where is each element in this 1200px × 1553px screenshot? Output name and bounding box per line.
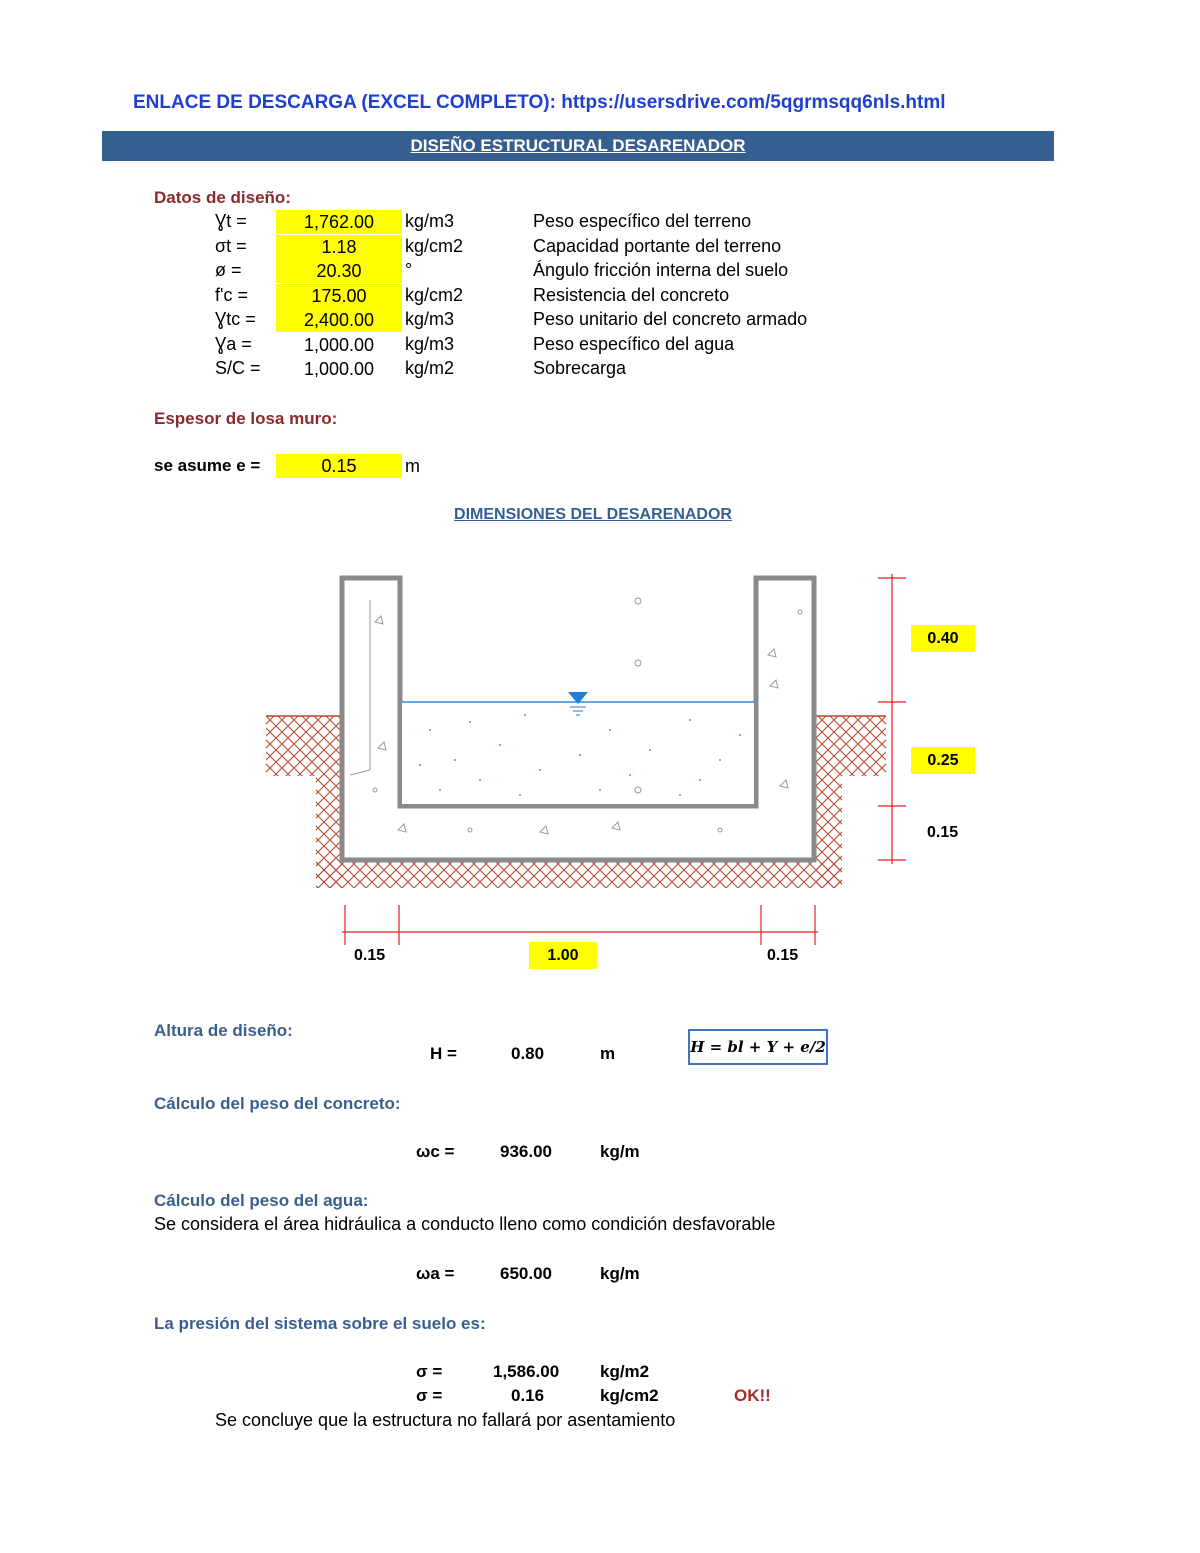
design-height-unit: m [600,1044,616,1063]
design-row-unit: kg/m3 [405,309,455,329]
slab-unit: m [405,456,420,476]
design-row-description: Sobrecarga [533,358,627,378]
concrete-weight-heading: Cálculo del peso del concreto: [154,1094,401,1113]
design-row-symbol: σt = [215,236,247,256]
design-row-description: Peso específico del agua [533,334,735,354]
desander-section-drawing [250,560,1010,980]
dim-left-wall: 0.15 [354,947,386,964]
dim-wall-freeboard: 0.40 [911,625,975,652]
design-row-value[interactable]: 175.00 [276,284,402,308]
water-weight-note: Se considera el área hidráulica a conducto lleno como condición desfavorable [154,1214,776,1234]
design-row-symbol: Ɣtc = [215,309,256,329]
pressure-unit-2: kg/cm2 [600,1386,659,1405]
design-row-symbol: ø = [215,260,242,280]
water-weight-label: ωa = [416,1264,455,1283]
pressure-value-1: 1,586.00 [493,1362,560,1381]
soil-bottom [316,860,842,888]
design-row-description: Ángulo fricción interna del suelo [533,260,789,280]
design-row-symbol: Ɣa = [215,334,252,354]
design-data-heading: Datos de diseño: [154,188,291,207]
design-row-value[interactable]: 20.30 [276,259,402,283]
design-row-symbol: f'c = [215,285,248,305]
dim-slab-thickness: 0.15 [927,824,959,841]
page-title: DISEÑO ESTRUCTURAL DESARENADOR [410,136,746,155]
water-weight-unit: kg/m [600,1264,640,1283]
pressure-value-2: 0.16 [511,1386,545,1405]
slab-label: se asume e = [154,456,261,475]
design-row-description: Resistencia del concreto [533,285,730,305]
pressure-label-1: σ = [416,1362,443,1381]
design-row-value[interactable]: 2,400.00 [276,308,402,332]
design-row-unit: kg/cm2 [405,236,464,256]
status-ok-badge: OK!! [734,1386,771,1405]
concrete-weight-label: ωc = [416,1142,455,1161]
slab-heading: Espesor de losa muro: [154,409,338,428]
conclusion-text: Se concluye que la estructura no fallará por asentamiento [215,1410,676,1430]
design-row-value[interactable]: 1,762.00 [276,210,402,234]
design-row-description: Capacidad portante del terreno [533,236,782,256]
pressure-heading: La presión del sistema sobre el suelo es: [154,1314,486,1333]
design-row-unit: kg/m3 [405,334,455,354]
dim-inner-width: 1.00 [529,942,597,969]
slab-value[interactable]: 0.15 [276,454,402,478]
design-row-value[interactable]: 1,000.00 [303,359,375,379]
design-row-unit: kg/cm2 [405,285,464,305]
concrete-weight-value: 936.00 [500,1142,552,1161]
design-row-unit: kg/m2 [405,358,455,378]
download-link[interactable]: ENLACE DE DESCARGA (EXCEL COMPLETO): https://usersdrive.com/5qgrmsqq6nls.html [133,92,946,113]
design-row-unit: kg/m3 [405,211,455,231]
design-row-unit: ° [405,260,413,280]
design-height-heading: Altura de diseño: [154,1021,293,1040]
design-height-label: H = [430,1044,457,1063]
pressure-label-2: σ = [416,1386,443,1405]
design-height-formula: H = bl + Y + e/2 [688,1029,828,1065]
design-row-description: Peso unitario del concreto armado [533,309,808,329]
dim-water-depth: 0.25 [911,747,975,774]
design-row-value[interactable]: 1,000.00 [303,335,375,355]
water-weight-value: 650.00 [500,1264,552,1283]
pressure-unit-1: kg/m2 [600,1362,650,1381]
water-weight-heading: Cálculo del peso del agua: [154,1191,369,1210]
dim-right-wall: 0.15 [767,947,799,964]
design-row-symbol: Ɣt = [215,211,247,231]
design-row-symbol: S/C = [215,358,261,378]
design-height-value: 0.80 [511,1044,545,1063]
design-row-value[interactable]: 1.18 [276,235,402,259]
dimensions-title: DIMENSIONES DEL DESARENADOR [454,506,732,523]
water-area [402,702,754,804]
design-row-description: Peso específico del terreno [533,211,752,231]
concrete-weight-unit: kg/m [600,1142,640,1161]
